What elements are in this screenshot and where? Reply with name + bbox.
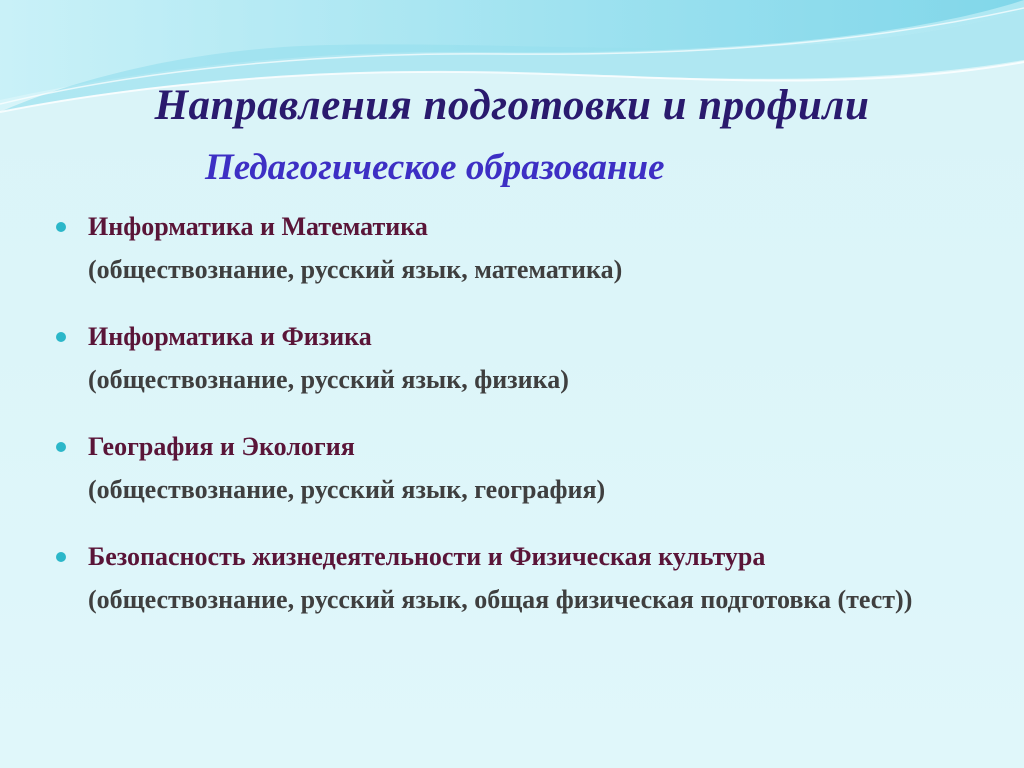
item-title: Информатика и Физика: [88, 322, 372, 351]
profile-list: [52, 208, 987, 644]
slide-title: Направления подготовки и профили: [154, 82, 870, 129]
list-item: [52, 538, 987, 616]
item-title: География и Экология: [88, 432, 355, 461]
bullet-dot-icon: [56, 222, 66, 232]
list-item: [52, 428, 987, 510]
item-note: (обществознание, русский язык, физика): [88, 365, 569, 394]
bullet-dot-icon: [56, 332, 66, 342]
slide-subtitle: Педагогическое образование: [205, 147, 665, 188]
list-item: [52, 208, 987, 290]
item-title: Безопасность жизнедеятельности и Физическая культура: [88, 542, 766, 571]
item-title: Информатика и Математика: [88, 212, 428, 241]
bullet-dot-icon: [56, 552, 66, 562]
item-note: (обществознание, русский язык, общая физическая подготовка (тест)): [88, 585, 913, 614]
item-note: (обществознание, русский язык, география): [88, 475, 606, 504]
bullet-dot-icon: [56, 442, 66, 452]
list-item: [52, 318, 987, 400]
item-note: (обществознание, русский язык, математика): [88, 255, 623, 284]
